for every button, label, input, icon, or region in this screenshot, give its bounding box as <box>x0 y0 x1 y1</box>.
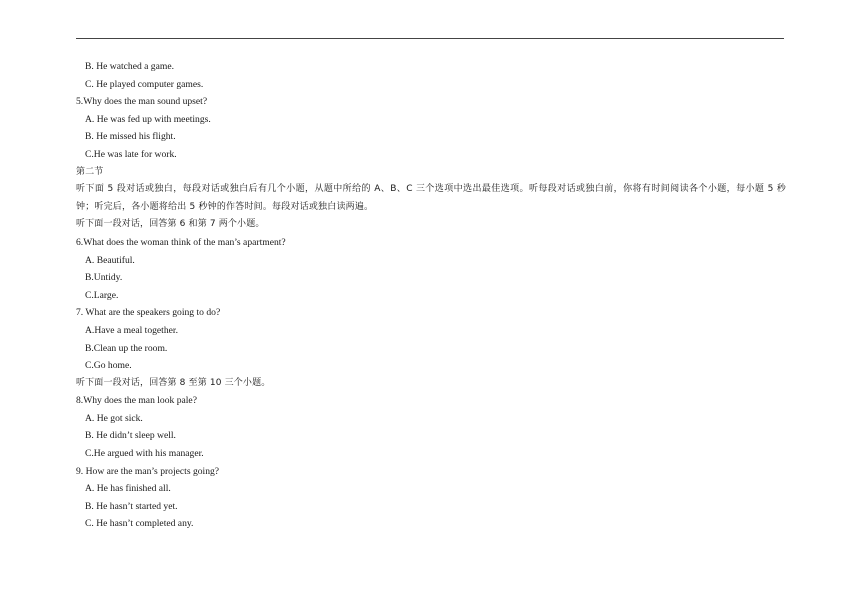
option-9a: A. He has finished all. <box>85 483 171 495</box>
section-heading: 第二节 <box>76 166 104 177</box>
option-8c: C.He argued with his manager. <box>85 448 204 460</box>
option-5c: C.He was late for work. <box>85 148 177 160</box>
option-8a: A. He got sick. <box>85 412 143 424</box>
option-5a: A. He was fed up with meetings. <box>85 113 211 125</box>
dialogue-instruction-6-7: 听下面一段对话，回答第 6 和第 7 两个小题。 <box>76 219 265 230</box>
question-5: 5.Why does the man sound upset? <box>76 96 208 108</box>
option-6a: A. Beautiful. <box>85 254 135 266</box>
option-4c: C. He played computer games. <box>85 78 204 90</box>
option-9b: B. He hasn’t started yet. <box>85 500 178 512</box>
section-instructions: 听下面 5 段对话或独白，每段对话或独白后有几个小题，从题中所给的 A、B、C 三个选项中选出最佳选项。听每段对话或独白前，你将有时间阅读各个小题，每小题 5 秒钟；听完后，各小题将给出 5 秒钟的作答时间。每段对话或独白读两遍。 <box>76 184 786 212</box>
option-6b: B.Untidy. <box>85 272 123 284</box>
header-rule <box>76 38 784 39</box>
question-7: 7. What are the speakers going to do? <box>76 307 221 319</box>
option-9c: C. He hasn’t completed any. <box>85 518 194 530</box>
option-8b: B. He didn’t sleep well. <box>85 430 176 442</box>
question-9: 9. How are the man’s projects going? <box>76 465 220 477</box>
option-4b: B. He watched a game. <box>85 61 174 72</box>
page-content <box>76 58 788 533</box>
option-5b: B. He missed his flight. <box>85 131 176 143</box>
question-6: 6.What does the woman think of the man’s apartment? <box>76 236 286 248</box>
dialogue-instruction-8-10: 听下面一段对话，回答第 8 至第 10 三个小题。 <box>76 377 271 388</box>
option-7b: B.Clean up the room. <box>85 342 168 354</box>
option-6c: C.Large. <box>85 289 119 301</box>
option-7a: A.Have a meal together. <box>85 324 178 336</box>
option-7c: C.Go home. <box>85 360 132 372</box>
question-8: 8.Why does the man look pale? <box>76 395 197 407</box>
